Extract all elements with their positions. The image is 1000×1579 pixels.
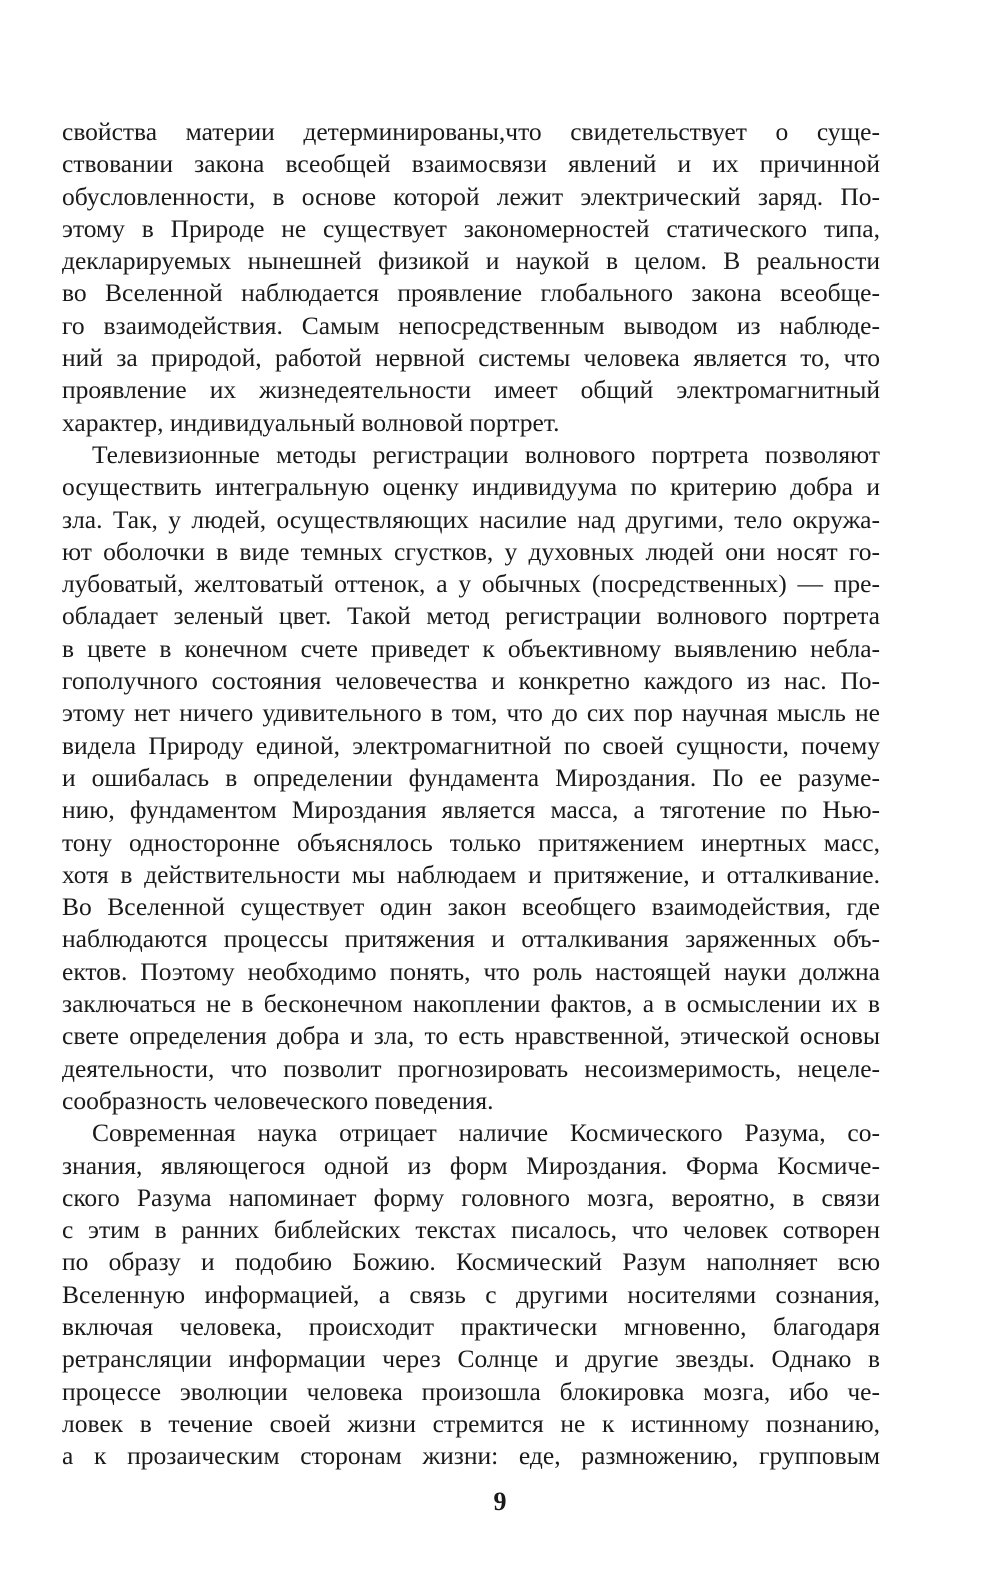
text-line: Во Вселенной существует один закон всеобщего взаимодействия, где [62,892,880,922]
text-line: во Вселенной наблюдается проявление глобального закона всеобще- [62,278,880,308]
text-line: процессе эволюции человека произошла блокировка мозга, ибо че- [62,1376,880,1406]
text-line: в цвете в конечном счете приведет к объективному выявлению небла- [62,633,880,663]
text-line: по образу и подобию Божию. Космический Разум наполняет всю [62,1247,880,1277]
text-line: обладает зеленый цвет. Такой метод регистрации волнового портрета [62,601,880,631]
text-line: осуществить интегральную оценку индивидуума по критерию добра и [62,472,880,502]
text-line: хотя в действительности мы наблюдаем и притяжение, и отталкивание. [62,859,880,889]
text-line: свойства материи детерминированы,что свидетельствует о суще- [62,117,880,146]
text-line: проявление их жизнедеятельности имеет общий электромагнитный [62,375,880,405]
paragraph-1 [62,116,880,439]
text-line: декларируемых нынешней физикой и наукой в целом. В реальности [62,246,880,276]
text-line: нию, фундаментом Мироздания является масса, а тяготение по Нью- [62,795,880,825]
text-line: обусловленности, в основе которой лежит электрический заряд. По- [62,181,880,211]
text-line: Современная наука отрицает наличие Космического Разума, со- [92,1118,880,1148]
text-line: а к прозаическим сторонам жизни: еде, размножению, групповым [62,1441,880,1471]
text-line: деятельности, что позволит прогнозировать несоизмеримость, нецеле- [62,1053,880,1083]
text-line: и ошибалась в определении фундамента Мироздания. По ее разуме- [62,762,880,792]
text-line: ретрансляции информации через Солнце и другие звезды. Однако в [62,1344,880,1374]
text-line: ют оболочки в виде темных сгустков, у духовных людей они носят го- [62,536,880,566]
text-line: Телевизионные методы регистрации волнового портрета позволяют [92,439,880,469]
text-line: наблюдаются процессы притяжения и отталкивания заряженных объ- [62,924,880,954]
page-number: 9 [493,1487,507,1516]
text-line: сообразность человеческого поведения. [62,1085,494,1115]
text-line: этому нет ничего удивительного в том, что до сих пор научная мысль не [62,698,880,728]
text-line: заключаться не в бесконечном накоплении фактов, а в осмыслении их в [62,989,880,1019]
text-line: характер, индивидуальный волновой портрет. [62,407,560,437]
text-line: го взаимодействия. Самым непосредственным выводом из наблюде- [62,310,880,340]
paragraph-2 [62,439,880,1117]
text-line: ний за природой, работой нервной системы человека является то, что [62,343,880,373]
text-line: видела Природу единой, электромагнитной по своей сущности, почему [62,730,880,760]
text-line: этому в Природе не существует закономерностей статического типа, [62,213,880,243]
page-body [62,116,880,1472]
text-line: лубоватый, желтоватый оттенок, а у обычных (посредственных) — пре- [62,569,880,599]
text-line: включая человека, происходит практически мгновенно, благодаря [62,1311,880,1341]
text-line: тону односторонне объяснялось только притяжением инертных масс, [62,827,880,857]
text-line: с этим в ранних библейских текстах писалось, что человек сотворен [62,1215,880,1245]
text-line: знания, являющегося одной из форм Мироздания. Форма Космиче- [62,1150,880,1180]
text-line: ского Разума напоминает форму головного мозга, вероятно, в связи [62,1182,880,1212]
text-line: гополучного состояния человечества и конкретно каждого из нас. По- [62,666,880,696]
paragraph-3 [62,1117,880,1472]
text-line: Вселенную информацией, а связь с другими носителями сознания, [62,1279,880,1309]
text-line: свете определения добра и зла, то есть нравственной, этической основы [62,1021,880,1051]
text-line: ектов. Поэтому необходимо понять, что роль настоящей науки должна [62,956,880,986]
text-line: зла. Так, у людей, осуществляющих насилие над другими, тело окружа- [62,504,880,534]
text-line: ствовании закона всеобщей взаимосвязи явлений и их причинной [62,149,880,179]
text-line: ловек в течение своей жизни стремится не к истинному познанию, [62,1408,880,1438]
